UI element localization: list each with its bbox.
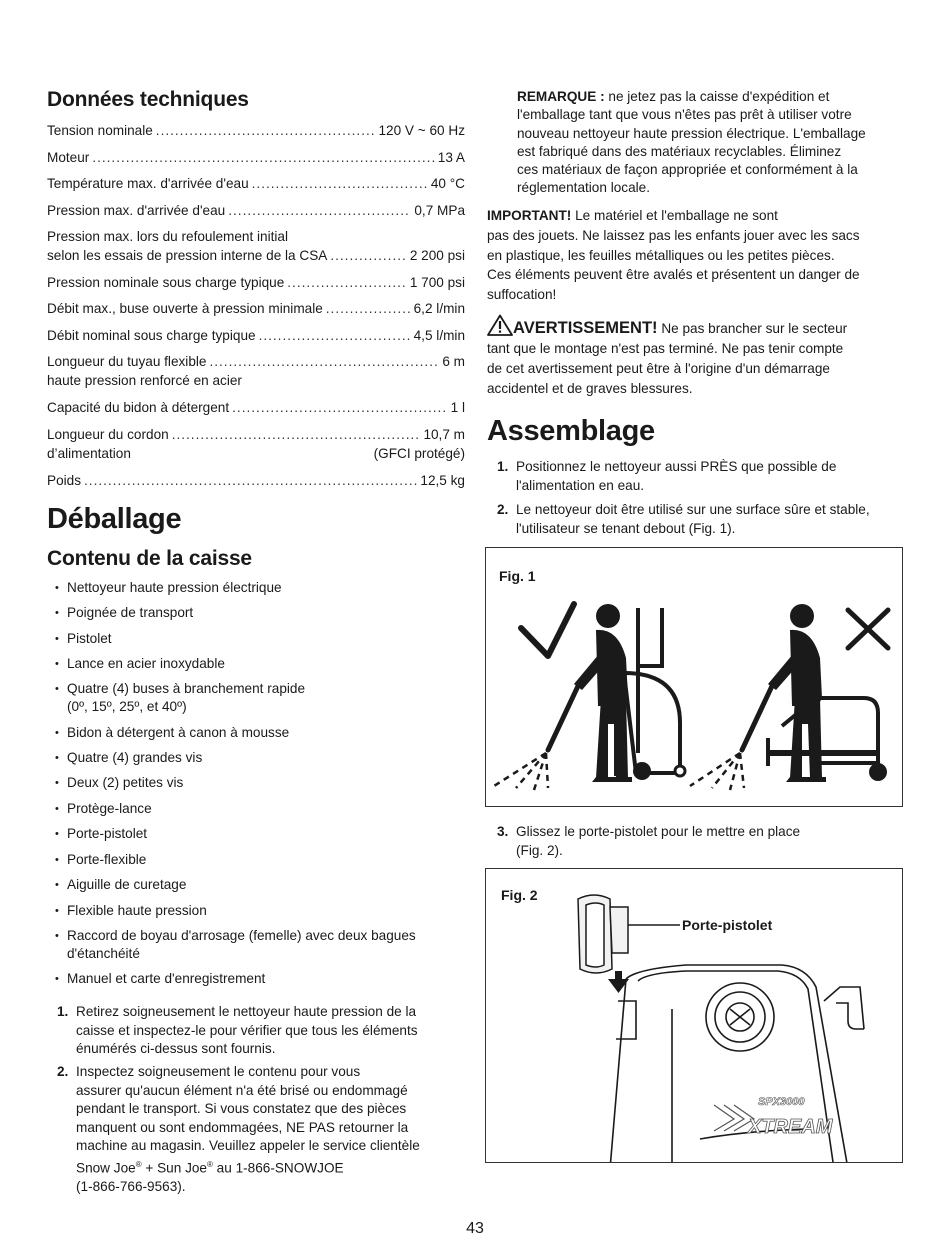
- spec-row: Longueur du cordon ..... 10,7 m d’alimentation (GFCI protégé): [47, 425, 465, 463]
- spec-row: Pression max. d'arrivée d'eau ..... 0,7 MPa: [47, 201, 465, 220]
- spec-row: Moteur ..... 13 A: [47, 148, 465, 167]
- spec-row: Tension nominale ..... 120 V ~ 60 Hz: [47, 121, 465, 140]
- list-item: • Bidon à détergent à canon à mousse: [55, 724, 477, 742]
- model-badge-top: SPX3000: [758, 1096, 805, 1108]
- gun-holder-illustration: [486, 869, 902, 1162]
- figure-1-label: Fig. 1: [499, 568, 536, 584]
- important-note: IMPORTANT! Le matériel et l'emballage ne sont pas des jouets. Ne laissez pas les enfants jouer avec les sacs en plastique, les feuilles métalliques ou les petites pièces. Ces éléments peuvent être avalés et présentent un danger de suffocation!: [487, 208, 860, 303]
- list-item: • Pistolet: [55, 630, 477, 648]
- assembly-title: Assemblage: [487, 415, 655, 447]
- person-silhouette-icon: [574, 604, 632, 782]
- spec-row: Capacité du bidon à détergent ..... 1 l: [47, 398, 465, 417]
- spec-row: Pression nominale sous charge typique ..... 1 700 psi: [47, 273, 465, 292]
- list-item: • Porte-pistolet: [55, 825, 477, 843]
- assembly-step-1: 1. Positionnez le nettoyeur aussi PRÈS que possible de l'alimentation en eau.: [497, 459, 837, 493]
- list-item: • Raccord de boyau d'arrosage (femelle) avec deux bagues d'étanchéité: [55, 927, 477, 963]
- figure-2-label: Fig. 2: [501, 887, 538, 903]
- contents-title: Contenu de la caisse: [47, 547, 252, 570]
- figure-2: [485, 868, 903, 1163]
- assembly-step-2: 2. Le nettoyeur doit être utilisé sur une surface sûre et stable, l'utilisateur se tenant debout (Fig. 1).: [497, 502, 870, 536]
- gun-holder-part: [578, 895, 628, 973]
- unpack-step-1: 1. Retirez soigneusement le nettoyeur haute pression de la caisse et inspectez-le pour vérifier que tous les éléments énumérés ci-dessus sont fournis.: [57, 1004, 418, 1056]
- spec-row: Débit nominal sous charge typique ..... 4,5 l/min: [47, 326, 465, 345]
- correct-stance-illustration: [486, 548, 902, 806]
- specs-title: Données techniques: [47, 88, 249, 111]
- list-item: • Porte-flexible: [55, 851, 477, 869]
- spec-row: Débit max., buse ouverte à pression minimale ..... 6,2 l/min: [47, 299, 465, 318]
- porte-pistolet-callout: Porte-pistolet: [682, 917, 773, 933]
- list-item: • Protège-lance: [55, 800, 477, 818]
- list-item: • Poignée de transport: [55, 604, 477, 622]
- washer-on-ground-icon: [766, 698, 878, 766]
- remark-note: REMARQUE : ne jetez pas la caisse d'expédition et l'emballage tant que vous n'êtes pas prêt à utiliser votre nouveau nettoyeur haute pression électrique. L'emballage est fabriqué dans des matériaux recyclables. Éliminez ces matériaux de façon appropriée et conformément à la réglementation locale.: [517, 89, 866, 196]
- list-item: • Nettoyeur haute pression électrique: [55, 579, 477, 597]
- model-badge-bottom: XTREAM: [748, 1116, 833, 1138]
- list-item: • Aiguille de curetage: [55, 876, 477, 894]
- spec-row: Longueur du tuyau flexible ..... 6 m haute pression renforcé en acier: [47, 352, 465, 390]
- list-item: • Quatre (4) grandes vis: [55, 749, 477, 767]
- cross-mark-icon: [848, 610, 888, 648]
- spec-row: Pression max. lors du refoulement initial selon les essais de pression interne de la CSA ..... 2 200 psi: [47, 227, 465, 265]
- check-mark-icon: [521, 604, 574, 656]
- warning-triangle-icon: [487, 314, 513, 336]
- list-item: • Quatre (4) buses à branchement rapide (0º, 15º, 25º, et 40º): [55, 680, 477, 716]
- list-item: • Manuel et carte d'enregistrement: [55, 970, 477, 988]
- list-item: • Deux (2) petites vis: [55, 774, 477, 792]
- warning-note: AVERTISSEMENT! Ne pas brancher sur le secteur tant que le montage n'est pas terminé. Ne pas tenir compte de cet avertissement peut être à l'origine d'un démarrage accidentel et de graves blessures.: [487, 314, 907, 399]
- list-item: • Lance en acier inoxydable: [55, 655, 477, 673]
- spec-row: Température max. d'arrivée d'eau ..... 40 °C: [47, 174, 465, 193]
- unpack-step-2: 2. Inspectez soigneusement le contenu pour vous assurer qu'aucun élément n'a été brisé ou endommagé pendant le transport. Si vous constatez que des pièces manquent ou sont endommagées, NE PAS retourner la machine au magasin. Veuillez appeler le service clientèle Snow Joe® + Sun Joe® au 1-866-SNOWJOE (1-866-766-9563).: [57, 1064, 420, 1194]
- unpacking-title: Déballage: [47, 503, 182, 535]
- page-number: 43: [466, 1220, 484, 1237]
- list-item: • Flexible haute pression: [55, 902, 477, 920]
- spec-row: Poids ..... 12,5 kg: [47, 471, 465, 490]
- figure-1: [485, 547, 903, 807]
- assembly-step-3: 3. Glissez le porte-pistolet pour le mettre en place (Fig. 2).: [497, 824, 801, 858]
